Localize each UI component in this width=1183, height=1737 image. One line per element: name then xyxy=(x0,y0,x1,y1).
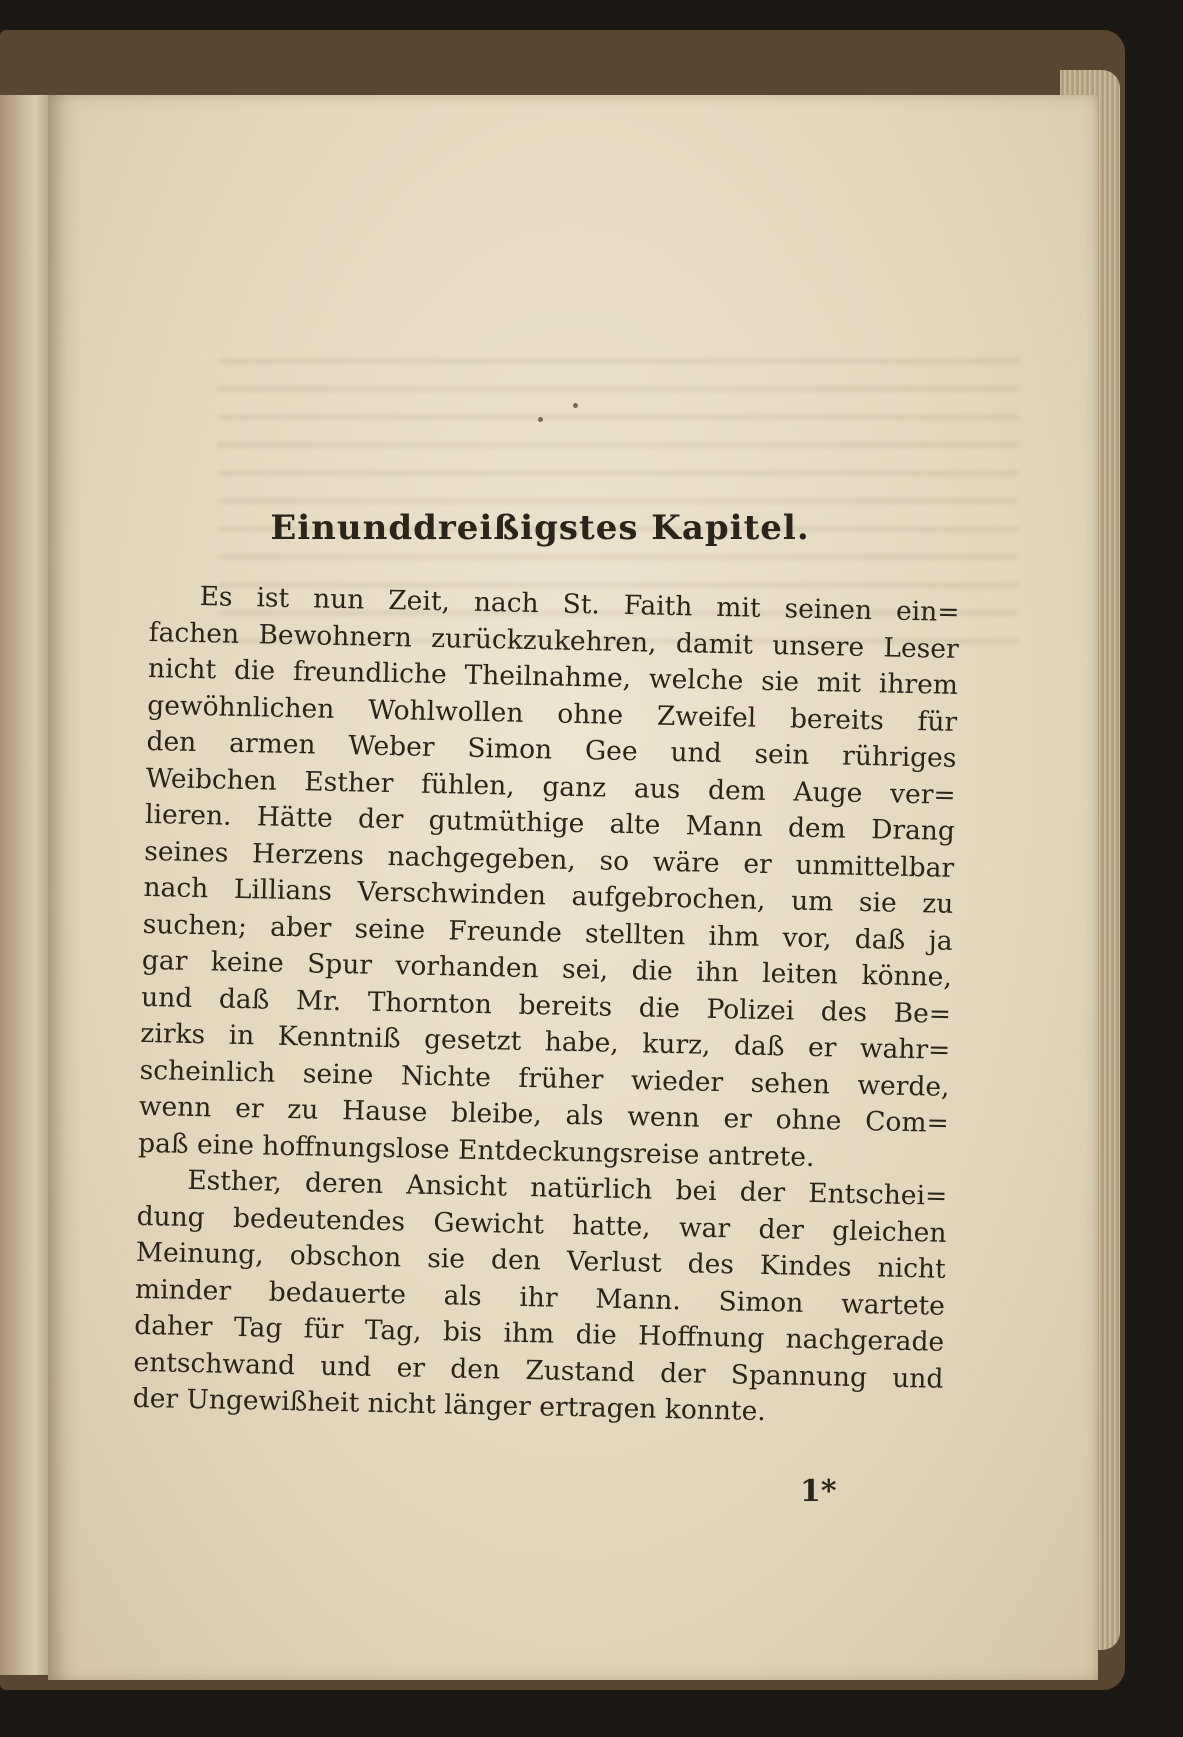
chapter-heading: Einunddreißigstes Kapitel. xyxy=(270,508,810,548)
page-speck xyxy=(573,403,578,408)
text-line: Esther, deren Ansicht natürlich bei der Entschei= xyxy=(187,1164,948,1212)
text-line: gewöhnlichen Wohlwollen ohne Zweifel bereits für xyxy=(147,689,958,738)
signature-mark: 1* xyxy=(800,1474,837,1509)
text-line: daher Tag für Tag, bis ihm die Hoffnung nachgerade xyxy=(134,1309,945,1358)
text-line: Meinung, obschon sie den Verlust des Kindes nicht xyxy=(135,1236,947,1285)
text-line: fachen Bewohnern zurückzukehren, damit unsere Leser xyxy=(148,616,960,665)
text-line: minder bedauerte als ihr Mann. Simon wartete xyxy=(134,1273,946,1322)
text-line: Weibchen Esther fühlen, ganz aus dem Auge ver= xyxy=(145,762,956,811)
text-line: nach Lillians Verschwinden aufgebrochen, um sie zu xyxy=(143,871,954,920)
text-line: suchen; aber seine Freunde stellten ihm vor, daß ja xyxy=(142,908,953,957)
page-speck xyxy=(538,417,543,422)
text-line: Es ist nun Zeit, nach St. Faith mit seinen ein= xyxy=(199,581,960,628)
paragraph xyxy=(138,578,960,1179)
text-line: und daß Mr. Thornton bereits die Polizei des Be= xyxy=(140,981,952,1030)
paragraph xyxy=(132,1162,947,1434)
chapter-body xyxy=(132,578,959,1434)
text-line: paß eine hoffnungslose Entdeckungsreise antrete. xyxy=(137,1127,815,1173)
text-line: dung bedeutendes Gewicht hatte, war der gleichen xyxy=(136,1200,947,1249)
text-line: scheinlich seine Nichte früher wieder sehen werde, xyxy=(139,1054,950,1103)
text-line: wenn er zu Hause bleibe, als wenn er ohne Com= xyxy=(138,1090,950,1139)
text-line: seines Herzens nachgegeben, so wäre er unmittelbar xyxy=(143,835,955,884)
text-line: zirks in Kenntniß gesetzt habe, kurz, daß er wahr= xyxy=(140,1017,951,1066)
text-line: den armen Weber Simon Gee und sein rühriges xyxy=(146,725,957,774)
left-page-edge xyxy=(0,95,50,1675)
text-line: gar keine Spur vorhanden sei, die ihn leiten könne, xyxy=(141,944,953,993)
text-line: nicht die freundliche Theilnahme, welche sie mit ihrem xyxy=(147,652,959,701)
text-line: der Ungewißheit nicht länger ertragen konnte. xyxy=(132,1382,767,1428)
text-line: lieren. Hätte der gutmüthige alte Mann dem Drang xyxy=(144,798,956,847)
text-line: entschwand und er den Zustand der Spannung und xyxy=(133,1346,944,1395)
